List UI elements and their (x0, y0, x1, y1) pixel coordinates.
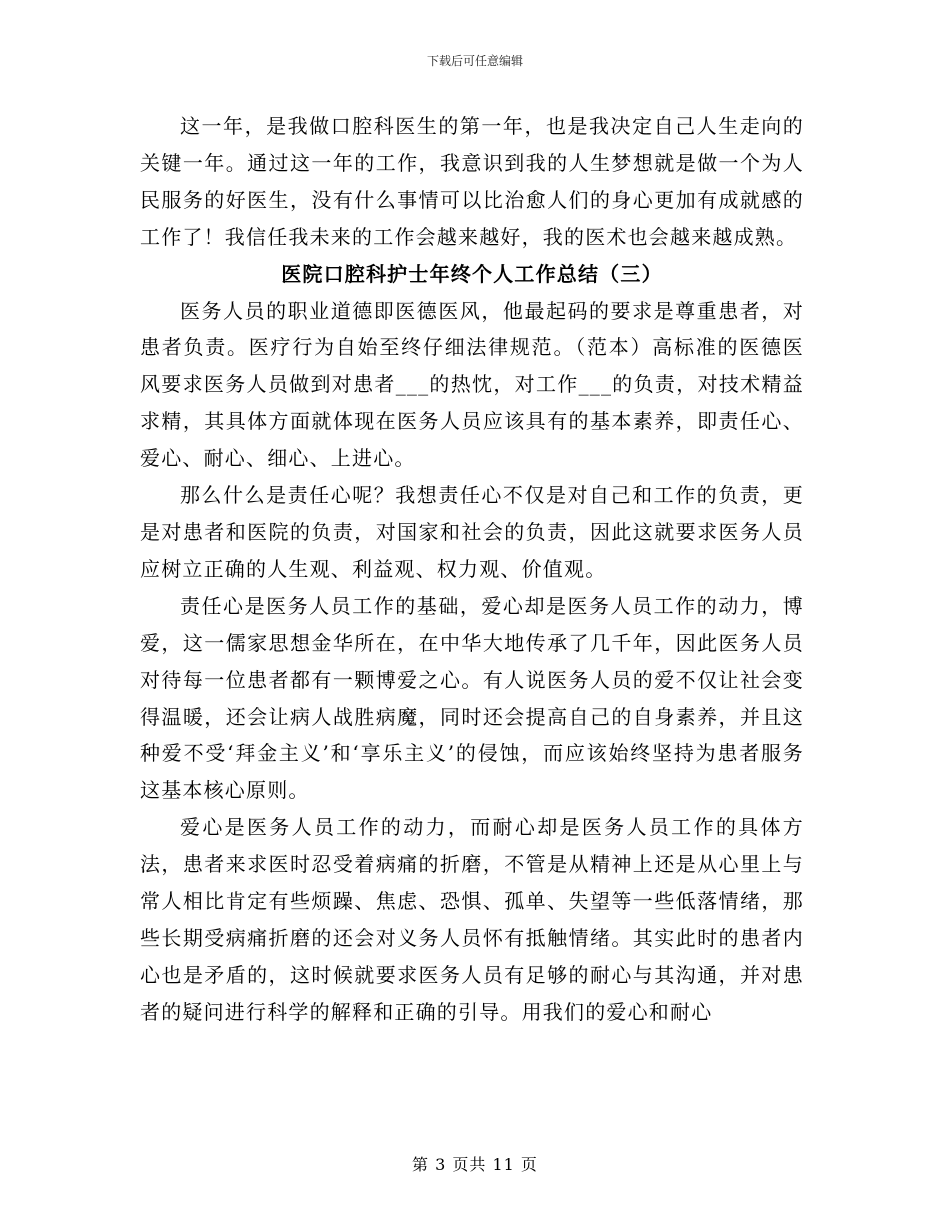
paragraph: 医务人员的职业道德即医德医风，他最起码的要求是尊重患者，对患者负责。医疗行为自始至终仔细法律规范。（范本）高标准的医德医风要求医务人员做到对患者___的热忱，对工作___的负责，对技术精益求精，其具体方面就体现在医务人员应该具有的基本素养，即责任心、爱心、耐心、细心、上进心。 (140, 298, 804, 471)
page-number-footer: 第 3 页共 11 页 (412, 1155, 538, 1174)
section-title: 医院口腔科护士年终个人工作总结（三） (281, 261, 663, 286)
document-body (140, 108, 804, 1031)
paragraph: 这一年，是我做口腔科医生的第一年，也是我决定自己人生走向的关键一年。通过这一年的工作，我意识到我的人生梦想就是做一个为人民服务的好医生，没有什么事情可以比治愈人们的身心更加有成就感的工作了！我信任我未来的工作会越来越好，我的医术也会越来越成熟。 (140, 114, 804, 249)
paragraph: 爱心是医务人员工作的动力，而耐心却是医务人员工作的具体方法，患者来求医时忍受着病痛的折磨，不管是从精神上还是从心里上与常人相比肯定有些烦躁、焦虑、恐惧、孤单、失望等一些低落情绪，那些长期受病痛折磨的还会对义务人员怀有抵触情绪。其实此时的患者内心也是矛盾的，这时候就要求医务人员有足够的耐心与其沟通，并对患者的疑问进行科学的解释和正确的引导。用我们的爱心和耐心 (140, 815, 804, 1024)
page-header-note: 下载后可任意编辑 (426, 54, 523, 68)
paragraph: 责任心是医务人员工作的基础，爱心却是医务人员工作的动力，博爱，这一儒家思想金华所在，在中华大地传承了几千年，因此医务人员对待每一位患者都有一颗博爱之心。有人说医务人员的爱不仅让社会变得温暖，还会让病人战胜病魔，同时还会提高自己的自身素养，并且这种爱不受‘拜金主义’和‘享乐主义’的侵蚀，而应该始终坚持为患者服务这基本核心原则。 (140, 593, 804, 803)
paragraph: 那么什么是责任心呢？我想责任心不仅是对自己和工作的负责，更是对患者和医院的负责，对国家和社会的负责，因此这就要求医务人员应树立正确的人生观、利益观、权力观、价值观。 (140, 483, 804, 581)
